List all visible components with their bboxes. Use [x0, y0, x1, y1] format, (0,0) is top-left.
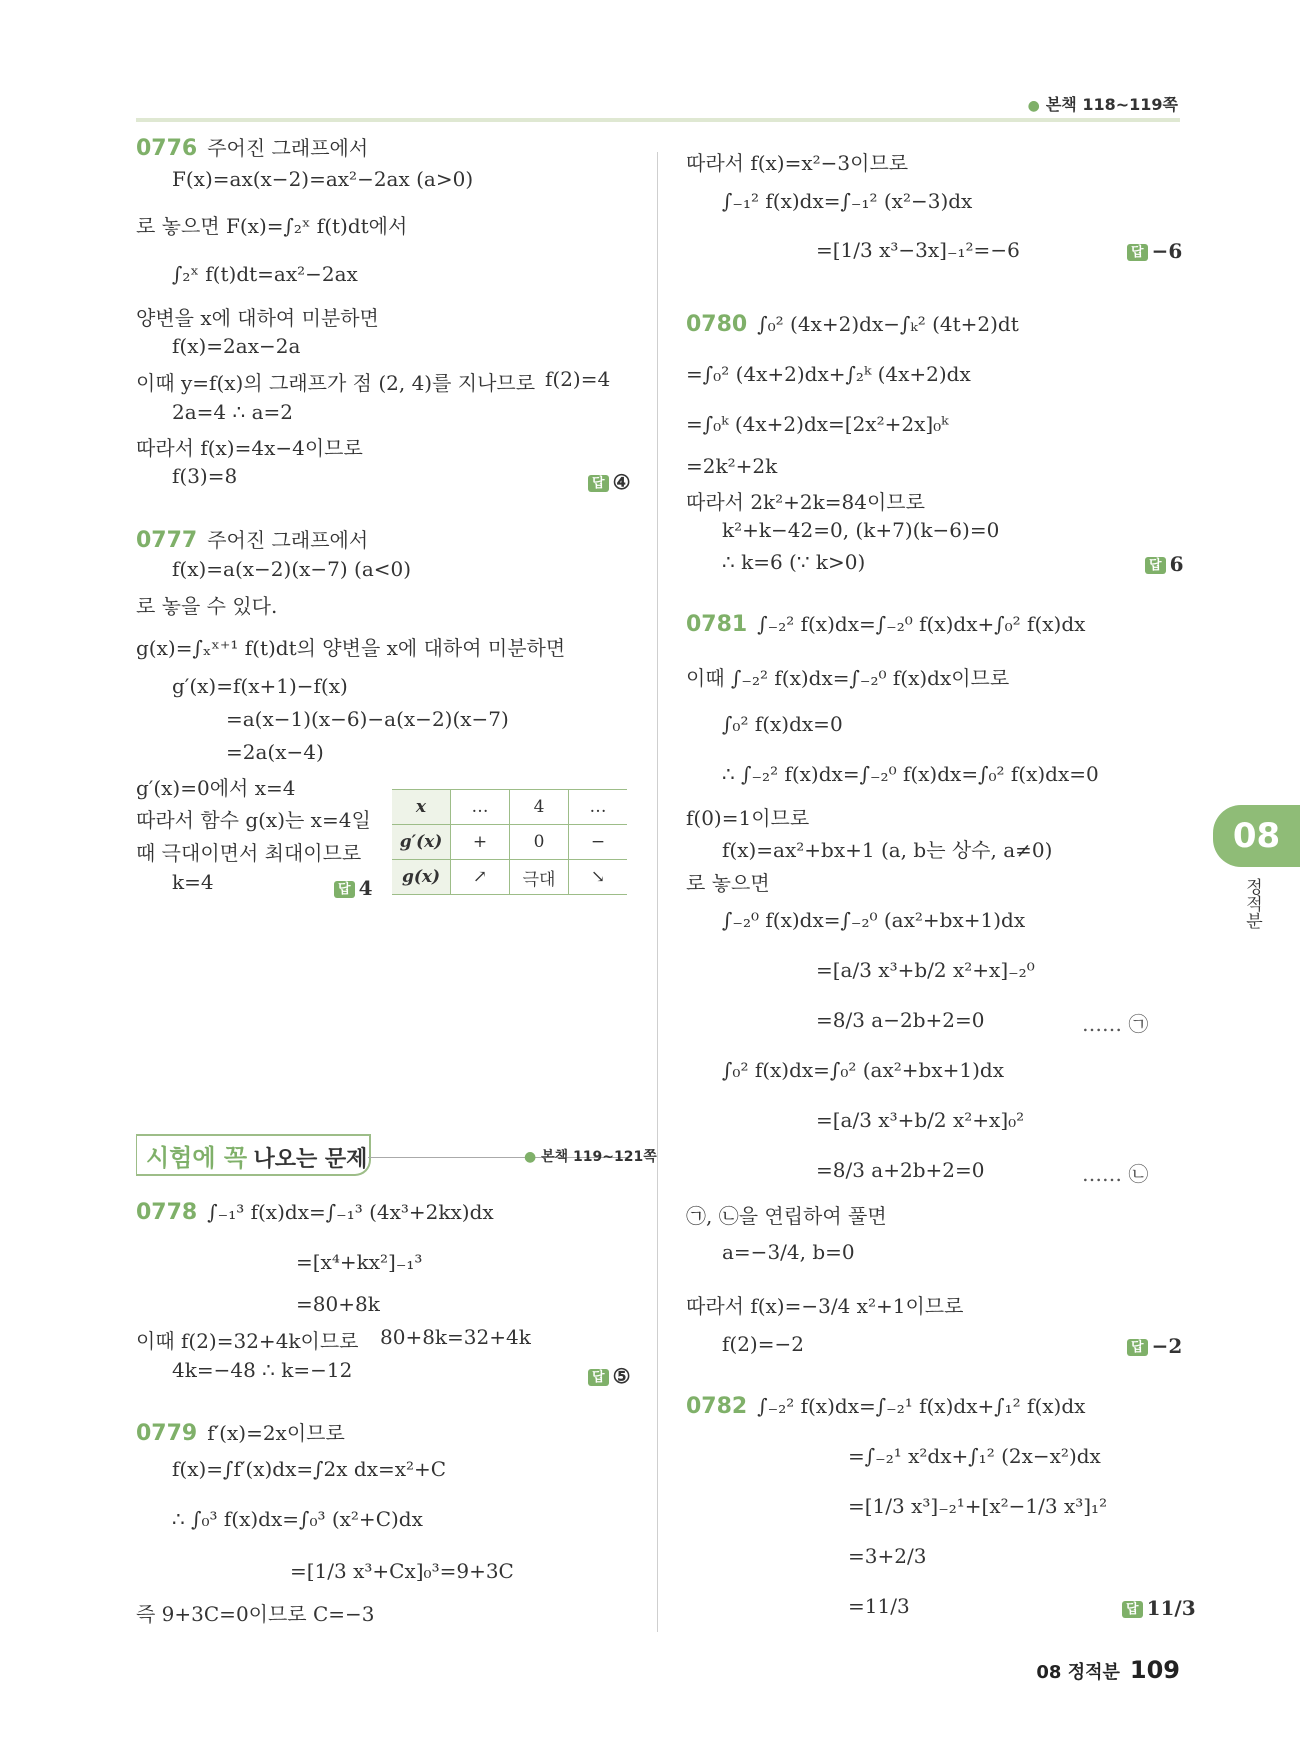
- problem-number: 0777: [136, 528, 198, 553]
- solution-text: ∴ k=6 (∵ k>0): [722, 550, 866, 574]
- right-line: [722, 518, 999, 542]
- left-line: [226, 707, 509, 731]
- right-line: [686, 612, 1085, 637]
- left-line: [136, 367, 535, 396]
- solution-text: 이때 ∫₋₂² f(x)dx=∫₋₂⁰ f(x)dx이므로: [686, 666, 1010, 690]
- solution-text: =2a(x−4): [226, 740, 324, 764]
- table-cell: −: [569, 825, 628, 860]
- right-line: [816, 1108, 1024, 1132]
- problem-number: 0776: [136, 136, 198, 161]
- left-line: [136, 1417, 345, 1446]
- table-cell: g(x): [392, 860, 451, 895]
- left-line: [136, 772, 295, 801]
- solution-text: 때 극대이면서 최대이므로: [136, 841, 362, 865]
- solution-text: 즉 9+3C=0이므로 C=−3: [136, 1602, 375, 1626]
- answer: [1127, 1334, 1182, 1358]
- solution-text: ∫₋₂² f(x)dx=∫₋₂¹ f(x)dx+∫₁² f(x)dx: [757, 1394, 1086, 1418]
- problem-number: 0778: [136, 1200, 198, 1225]
- right-line: [722, 1240, 855, 1264]
- answer-badge: 답: [588, 1369, 609, 1386]
- left-line: [136, 302, 379, 331]
- solution-text: =[1/3 x³−3x]₋₁²=−6: [816, 238, 1020, 262]
- problem-number: 0782: [686, 1394, 748, 1419]
- answer: [1122, 1596, 1196, 1620]
- solution-text: 2a=4 ∴ a=2: [172, 400, 293, 424]
- solution-text: f(x)=a(x−2)(x−7) (a<0): [172, 557, 412, 581]
- table-cell: 극대: [510, 860, 569, 895]
- answer-value: 4: [358, 876, 373, 900]
- solution-text: g′(x)=0에서 x=4: [136, 776, 296, 800]
- left-line: [136, 1325, 359, 1354]
- answer-value: ④: [612, 470, 631, 494]
- left-line: [545, 367, 610, 391]
- table-cell: …: [451, 790, 510, 825]
- answer-value: −2: [1151, 1334, 1183, 1358]
- right-line: [816, 238, 1020, 262]
- answer-value: 11/3: [1146, 1596, 1196, 1620]
- solution-text: =8/3 a+2b+2=0: [816, 1158, 985, 1182]
- solution-text: 로 놓으면: [686, 871, 770, 895]
- right-line: [722, 1332, 804, 1356]
- right-line: [722, 908, 1025, 932]
- solution-text: 따라서 f(x)=−3/4 x²+1이므로: [686, 1294, 964, 1318]
- solution-text: ∫₀² f(x)dx=∫₀² (ax²+bx+1)dx: [722, 1058, 1004, 1082]
- solution-text: =[a/3 x³+b/2 x²+x]₀²: [816, 1108, 1025, 1132]
- answer: [588, 470, 631, 494]
- right-line: [848, 1444, 1101, 1468]
- solution-text: ∴ ∫₋₂² f(x)dx=∫₋₂⁰ f(x)dx=∫₀² f(x)dx=0: [722, 762, 1099, 786]
- solution-text: 이때 y=f(x)의 그래프가 점 (2, 4)를 지나므로: [136, 371, 536, 395]
- left-line: [172, 1358, 352, 1382]
- solution-text: 로 놓으면 F(x)=∫₂ˣ f(t)dt에서: [136, 214, 408, 238]
- right-line: [686, 454, 777, 478]
- table-cell: +: [451, 825, 510, 860]
- solution-text: f(2)=−2: [722, 1332, 804, 1356]
- solution-text: 80+8k=32+4k: [380, 1325, 531, 1349]
- answer: [588, 1364, 631, 1388]
- solution-text: ∫₋₂⁰ f(x)dx=∫₋₂⁰ (ax²+bx+1)dx: [722, 908, 1026, 932]
- answer-badge: 답: [1127, 244, 1148, 261]
- solution-text: =2k²+2k: [686, 454, 778, 478]
- left-line: [136, 210, 407, 239]
- equation-marker: …… ㉡: [1082, 1162, 1149, 1186]
- answer: [1145, 552, 1183, 576]
- table-row: [392, 860, 627, 895]
- solution-text: k=4: [172, 870, 214, 894]
- solution-text: ∫₋₁³ f(x)dx=∫₋₁³ (4x³+2kx)dx: [207, 1200, 494, 1224]
- table-cell: …: [569, 790, 628, 825]
- increase-decrease-table: [392, 789, 627, 895]
- left-line: [136, 524, 368, 553]
- solution-text: f(3)=8: [172, 464, 238, 488]
- left-line: [172, 334, 300, 358]
- left-line: [172, 464, 237, 488]
- right-line: [686, 802, 809, 831]
- section-book-reference: ● 본책 119~121쪽: [524, 1149, 657, 1165]
- table-cell: g′(x): [392, 825, 451, 860]
- right-line: [686, 312, 1019, 337]
- solution-text: 4k=−48 ∴ k=−12: [172, 1358, 353, 1382]
- right-line: [686, 147, 908, 176]
- table-cell: x: [392, 790, 451, 825]
- solution-text: ∫₀² (4x+2)dx−∫ₖ² (4t+2)dt: [757, 312, 1019, 336]
- section-title: 시험에 꼭 나오는 문제: [146, 1144, 368, 1172]
- left-line: [136, 804, 371, 833]
- left-line: [172, 167, 473, 191]
- left-line: [296, 1292, 380, 1316]
- right-line: [686, 362, 971, 386]
- solution-text: f(2)=4: [545, 367, 611, 391]
- solution-text: k²+k−42=0, (k+7)(k−6)=0: [722, 518, 1000, 542]
- solution-text: =[a/3 x³+b/2 x²+x]₋₂⁰: [816, 958, 1035, 982]
- solution-text: =∫₋₂¹ x²dx+∫₁² (2x−x²)dx: [848, 1444, 1101, 1468]
- solution-text: f(x)=2ax−2a: [172, 334, 301, 358]
- solution-text: 주어진 그래프에서: [207, 528, 369, 552]
- answer-value: 6: [1169, 552, 1184, 576]
- solution-text: f(0)=1이므로: [686, 806, 810, 830]
- chapter-tab-label: 정적분: [1242, 878, 1262, 929]
- right-line: [686, 486, 925, 515]
- equation-marker: …… ㉠: [1082, 1012, 1149, 1036]
- solution-text: g′(x)=f(x+1)−f(x): [172, 674, 348, 698]
- table-cell: 4: [510, 790, 569, 825]
- left-line: [172, 1507, 423, 1531]
- left-line: [136, 132, 368, 161]
- page-footer: 08 정적분 109: [1036, 1656, 1180, 1684]
- solution-text: =3+2/3: [848, 1544, 927, 1568]
- solution-text: 양변을 x에 대하여 미분하면: [136, 306, 379, 330]
- solution-text: 따라서 f(x)=x²−3이므로: [686, 151, 909, 175]
- solution-text: ∫₀² f(x)dx=0: [722, 712, 843, 736]
- problem-number: 0779: [136, 1421, 198, 1446]
- answer-badge: 답: [334, 881, 355, 898]
- book-page-reference: ● 본책 118~119쪽: [1027, 95, 1178, 114]
- solution-text: 로 놓을 수 있다.: [136, 594, 278, 618]
- answer-badge: 답: [588, 475, 609, 492]
- left-line: [380, 1325, 531, 1349]
- right-line: [816, 1158, 984, 1182]
- answer-badge: 답: [1127, 1339, 1148, 1356]
- table-cell: 0: [510, 825, 569, 860]
- solution-text: ∫₋₂² f(x)dx=∫₋₂⁰ f(x)dx+∫₀² f(x)dx: [757, 612, 1086, 636]
- right-line: [722, 550, 865, 574]
- right-line: [686, 1200, 887, 1229]
- answer-value: −6: [1151, 239, 1183, 263]
- right-line: [686, 1290, 963, 1319]
- solution-text: g(x)=∫ₓˣ⁺¹ f(t)dt의 양변을 x에 대하여 미분하면: [136, 636, 566, 660]
- left-line: [172, 400, 293, 424]
- solution-text: 따라서 2k²+2k=84이므로: [686, 490, 925, 514]
- solution-text: ㉠, ㉡을 연립하여 풀면: [686, 1204, 887, 1228]
- left-line: [136, 590, 277, 619]
- solution-text: =∫₀² (4x+2)dx+∫₂ᵏ (4x+2)dx: [686, 362, 971, 386]
- solution-text: 따라서 함수 g(x)는 x=4일: [136, 808, 371, 832]
- solution-text: f(x)=ax²+bx+1 (a, b는 상수, a≠0): [722, 838, 1053, 862]
- left-line: [172, 674, 348, 698]
- solution-text: 이때 f(2)=32+4k이므로: [136, 1329, 359, 1353]
- left-line: [226, 740, 324, 764]
- solution-text: =∫₀ᵏ (4x+2)dx=[2x²+2x]₀ᵏ: [686, 412, 949, 436]
- solution-text: =[1/3 x³+Cx]₀³=9+3C: [290, 1559, 514, 1583]
- solution-text: ∫₋₁² f(x)dx=∫₋₁² (x²−3)dx: [722, 189, 973, 213]
- right-line: [816, 958, 1035, 982]
- solution-text: ∫₂ˣ f(t)dt=ax²−2ax: [172, 262, 358, 286]
- right-line: [722, 1058, 1004, 1082]
- left-line: [136, 1598, 375, 1627]
- right-line: [686, 412, 948, 436]
- answer-badge: 답: [1145, 557, 1166, 574]
- right-line: [686, 1394, 1085, 1419]
- answer-badge: 답: [1122, 1601, 1143, 1618]
- right-line: [722, 712, 843, 736]
- solution-text: f(x)=∫f′(x)dx=∫2x dx=x²+C: [172, 1457, 447, 1481]
- right-line: [816, 1008, 984, 1032]
- right-line: [848, 1594, 910, 1618]
- solution-text: 주어진 그래프에서: [207, 136, 369, 160]
- table-cell: ↘: [569, 860, 628, 895]
- table-row: [392, 790, 627, 825]
- left-line: [136, 837, 361, 866]
- solution-text: F(x)=ax(x−2)=ax²−2ax (a>0): [172, 167, 474, 191]
- solution-text: f′(x)=2x이므로: [207, 1421, 345, 1445]
- problem-number: 0780: [686, 312, 748, 337]
- table-cell: ↗: [451, 860, 510, 895]
- solution-text: =8/3 a−2b+2=0: [816, 1008, 985, 1032]
- answer: [1127, 239, 1182, 263]
- answer-value: ⑤: [612, 1364, 631, 1388]
- right-line: [848, 1494, 1107, 1518]
- solution-text: =[1/3 x³]₋₂¹+[x²−1/3 x³]₁²: [848, 1494, 1108, 1518]
- right-line: [848, 1544, 926, 1568]
- solution-text: =[x⁴+kx²]₋₁³: [296, 1250, 423, 1274]
- problem-number: 0781: [686, 612, 748, 637]
- right-line: [722, 762, 1099, 786]
- solution-text: ∴ ∫₀³ f(x)dx=∫₀³ (x²+C)dx: [172, 1507, 423, 1531]
- right-line: [722, 834, 1052, 863]
- header-rule: [136, 118, 1180, 122]
- solution-text: a=−3/4, b=0: [722, 1240, 855, 1264]
- left-line: [172, 557, 411, 581]
- solution-text: 따라서 f(x)=4x−4이므로: [136, 436, 363, 460]
- solution-text: =11/3: [848, 1594, 910, 1618]
- right-line: [686, 662, 1009, 691]
- column-divider: [657, 152, 658, 1632]
- left-line: [172, 870, 214, 894]
- left-line: [172, 1457, 446, 1481]
- left-line: [296, 1250, 422, 1274]
- solution-text: =a(x−1)(x−6)−a(x−2)(x−7): [226, 707, 509, 731]
- chapter-tab: 08: [1213, 805, 1300, 867]
- left-line: [136, 1200, 494, 1225]
- left-line: [136, 632, 565, 661]
- solution-text: =80+8k: [296, 1292, 380, 1316]
- left-line: [290, 1559, 514, 1583]
- left-line: [136, 432, 363, 461]
- answer: [334, 876, 372, 900]
- right-line: [722, 189, 972, 213]
- left-line: [172, 262, 358, 286]
- right-line: [686, 867, 770, 896]
- table-row: [392, 825, 627, 860]
